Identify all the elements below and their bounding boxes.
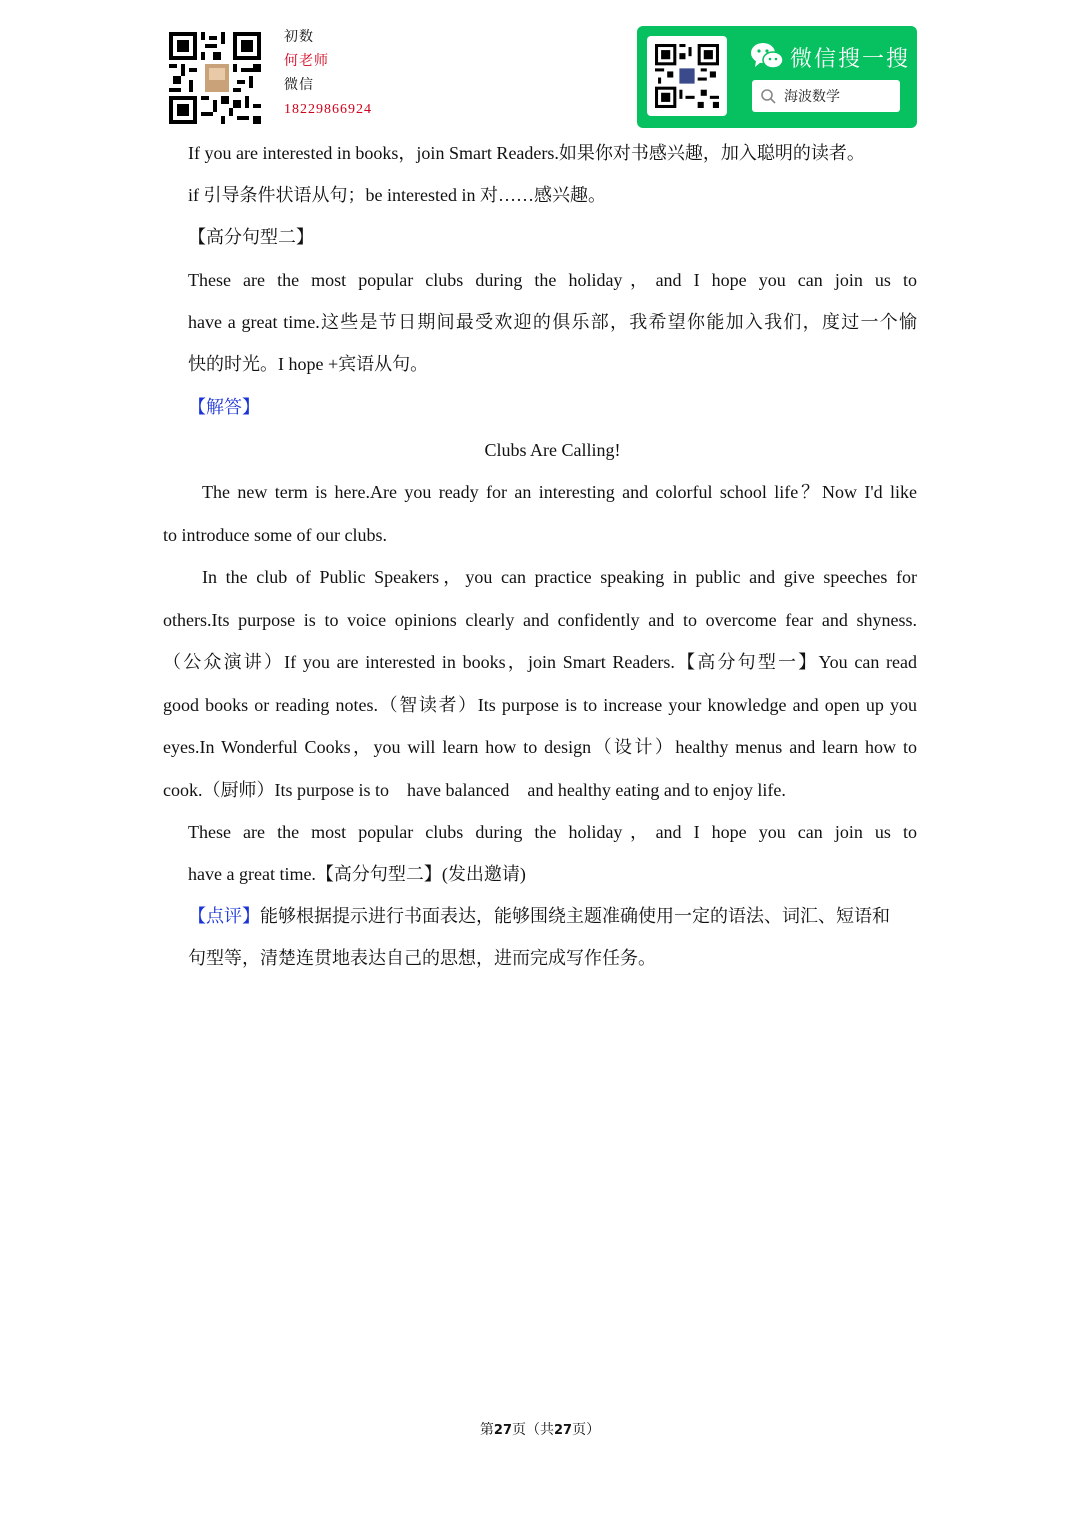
wechat-search-text: 海波数学 bbox=[784, 89, 840, 105]
section-heading: 【高分句型二】 bbox=[188, 227, 314, 247]
qr-code-icon bbox=[655, 44, 719, 108]
contact-line-teacher: 何老师 bbox=[284, 54, 329, 69]
page-footer bbox=[0, 1419, 1080, 1439]
essay-line: cook.（厨师）Its purpose is to have balanced and healthy eating and to enjoy life. bbox=[163, 780, 786, 800]
essay-line: good books or reading notes.（智读者）Its purpose is to increase your knowledge and open up you bbox=[163, 695, 917, 715]
review-text: 能够根据提示进行书面表达，能够围绕主题准确使用一定的语法、词汇、短语和 bbox=[260, 906, 890, 926]
footer-total-pages: 27 bbox=[554, 1423, 573, 1438]
paragraph-line: if 引导条件状语从句；be interested in 对……感兴趣。 bbox=[188, 185, 606, 205]
wechat-logo-icon bbox=[750, 41, 784, 71]
review-line: 句型等，清楚连贯地表达自己的思想，进而完成写作任务。 bbox=[188, 948, 656, 968]
qr-code-left bbox=[169, 32, 261, 124]
contact-line-subject: 初数 bbox=[284, 30, 314, 45]
footer-prefix: 第 bbox=[479, 1423, 494, 1438]
paragraph-line: 快的时光。I hope +宾语从句。 bbox=[188, 354, 429, 374]
paragraph-line: These are the most popular clubs during the holiday，and I hope you can join us to bbox=[188, 270, 917, 290]
essay-line: to introduce some of our clubs. bbox=[163, 525, 387, 545]
contact-line-phone: 18229866924 bbox=[284, 102, 372, 117]
footer-page-number: 27 bbox=[493, 1423, 512, 1438]
footer-suffix: 页） bbox=[572, 1423, 601, 1438]
wechat-qr-code bbox=[647, 36, 727, 116]
wechat-search-title: 微信搜一搜 bbox=[790, 47, 911, 72]
qr-code-icon bbox=[169, 32, 261, 124]
wechat-search-box[interactable] bbox=[752, 80, 900, 112]
answer-label: 【解答】 bbox=[188, 397, 260, 417]
paragraph-line: If you are interested in books，join Smart Readers.如果你对书感兴趣，加入聪明的读者。 bbox=[188, 143, 865, 163]
essay-title: Clubs Are Calling! bbox=[484, 440, 621, 460]
essay-line: have a great time.【高分句型二】(发出邀请) bbox=[188, 864, 526, 884]
essay-line: In the club of Public Speakers，you can practice speaking in public and give speeches for bbox=[202, 567, 917, 587]
essay-line: These are the most popular clubs during the holiday，and I hope you can join us to bbox=[188, 822, 917, 842]
review-label: 【点评】 bbox=[188, 906, 260, 926]
essay-line: others.Its purpose is to voice opinions clearly and confidently and to overcome fear and shyness. bbox=[163, 610, 917, 630]
review-line bbox=[188, 904, 890, 928]
search-icon bbox=[760, 88, 776, 104]
footer-mid: 页（共 bbox=[512, 1423, 554, 1438]
paragraph-line: have a great time.这些是节日期间最受欢迎的俱乐部，我希望你能加入我们，度过一个愉 bbox=[188, 312, 917, 332]
essay-line: （公众演讲）If you are interested in books，join Smart Readers.【高分句型一】You can read bbox=[163, 652, 917, 672]
essay-line: The new term is here.Are you ready for an interesting and colorful school life？Now I'd like bbox=[202, 482, 917, 502]
essay-line: eyes.In Wonderful Cooks，you will learn how to design（设计）healthy menus and learn how to bbox=[163, 737, 917, 757]
contact-block bbox=[284, 26, 372, 122]
contact-line-wechat-label: 微信 bbox=[284, 78, 314, 93]
wechat-search-card[interactable] bbox=[637, 26, 917, 128]
